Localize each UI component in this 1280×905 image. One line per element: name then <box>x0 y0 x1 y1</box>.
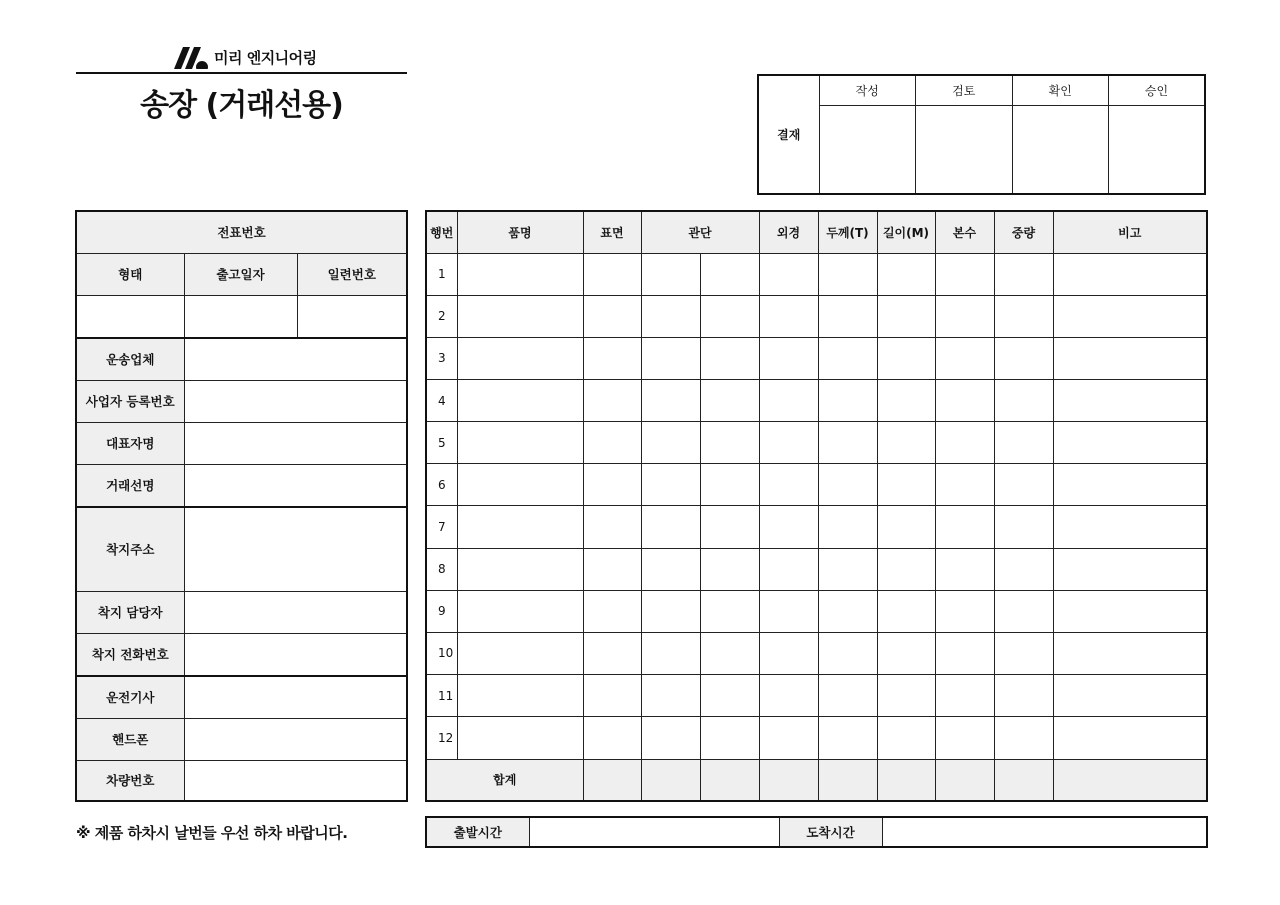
outer-diameter-cell[interactable] <box>759 506 818 548</box>
length-cell[interactable] <box>877 422 935 464</box>
row-number: 5 <box>426 422 457 464</box>
table-row <box>426 295 1207 337</box>
product-name-cell[interactable] <box>457 379 583 421</box>
row-number: 2 <box>426 295 457 337</box>
unloading-notice: ※ 제품 하차시 날번들 우선 하차 바랍니다. <box>76 824 348 842</box>
product-name-cell[interactable] <box>457 717 583 759</box>
client-name-field[interactable] <box>184 464 407 507</box>
count-cell[interactable] <box>935 632 994 674</box>
row-number: 12 <box>426 717 457 759</box>
tube-end-b-cell[interactable] <box>700 548 759 590</box>
destination-address-field[interactable] <box>184 507 407 591</box>
row-number: 4 <box>426 379 457 421</box>
approval-col-review: 검토 <box>916 75 1013 105</box>
approval-label: 결재 <box>758 75 819 194</box>
shipment-info-table <box>75 210 408 802</box>
total-cell[interactable] <box>700 759 759 801</box>
product-name-cell[interactable] <box>457 337 583 379</box>
weight-cell[interactable] <box>994 632 1053 674</box>
destination-phone-label: 착지 전화번호 <box>76 633 184 676</box>
weight-cell[interactable] <box>994 253 1053 295</box>
thickness-cell[interactable] <box>818 295 877 337</box>
length-cell[interactable] <box>877 379 935 421</box>
surface-cell[interactable] <box>583 379 641 421</box>
product-name-cell[interactable] <box>457 253 583 295</box>
tube-end-a-cell[interactable] <box>641 253 700 295</box>
table-row <box>426 506 1207 548</box>
tube-end-b-cell[interactable] <box>700 253 759 295</box>
table-row <box>426 422 1207 464</box>
total-cell[interactable] <box>877 759 935 801</box>
outer-diameter-cell[interactable] <box>759 422 818 464</box>
outer-diameter-cell[interactable] <box>759 675 818 717</box>
thickness-cell[interactable] <box>818 548 877 590</box>
weight-cell[interactable] <box>994 379 1053 421</box>
weight-cell[interactable] <box>994 590 1053 632</box>
col-count: 본수 <box>935 211 994 253</box>
surface-cell[interactable] <box>583 422 641 464</box>
company-logo <box>172 44 317 70</box>
surface-cell[interactable] <box>583 548 641 590</box>
outer-diameter-cell[interactable] <box>759 253 818 295</box>
product-name-cell[interactable] <box>457 295 583 337</box>
tube-end-b-cell[interactable] <box>700 379 759 421</box>
weight-cell[interactable] <box>994 717 1053 759</box>
carrier-label: 운송업체 <box>76 338 184 380</box>
table-row <box>426 548 1207 590</box>
count-cell[interactable] <box>935 464 994 506</box>
tube-end-a-cell[interactable] <box>641 337 700 379</box>
count-cell[interactable] <box>935 422 994 464</box>
length-cell[interactable] <box>877 253 935 295</box>
items-table <box>425 210 1208 802</box>
product-name-cell[interactable] <box>457 506 583 548</box>
weight-cell[interactable] <box>994 464 1053 506</box>
outer-diameter-cell[interactable] <box>759 717 818 759</box>
row-number: 10 <box>426 632 457 674</box>
thickness-cell[interactable] <box>818 337 877 379</box>
surface-cell[interactable] <box>583 295 641 337</box>
col-note: 비고 <box>1053 211 1207 253</box>
note-cell[interactable] <box>1053 717 1207 759</box>
destination-address-label: 착지주소 <box>76 507 184 591</box>
col-product-name: 품명 <box>457 211 583 253</box>
driver-label: 운전기사 <box>76 676 184 718</box>
business-number-field[interactable] <box>184 380 407 422</box>
length-cell[interactable] <box>877 506 935 548</box>
vehicle-number-label: 차량번호 <box>76 760 184 801</box>
col-thickness: 두께(T) <box>818 211 877 253</box>
tube-end-a-cell[interactable] <box>641 590 700 632</box>
total-cell[interactable] <box>641 759 700 801</box>
table-row <box>426 253 1207 295</box>
length-cell[interactable] <box>877 464 935 506</box>
surface-cell[interactable] <box>583 337 641 379</box>
count-cell[interactable] <box>935 717 994 759</box>
thickness-cell[interactable] <box>818 464 877 506</box>
ceo-name-field[interactable] <box>184 422 407 464</box>
surface-cell[interactable] <box>583 464 641 506</box>
approval-col-confirm: 확인 <box>1012 75 1109 105</box>
approval-col-write: 작성 <box>819 75 916 105</box>
thickness-cell[interactable] <box>818 632 877 674</box>
slip-number-header: 전표번호 <box>76 211 407 253</box>
col-surface: 표면 <box>583 211 641 253</box>
thickness-cell[interactable] <box>818 253 877 295</box>
surface-cell[interactable] <box>583 590 641 632</box>
length-cell[interactable] <box>877 590 935 632</box>
table-row <box>426 590 1207 632</box>
destination-phone-field[interactable] <box>184 633 407 676</box>
departure-time-label: 출발시간 <box>426 817 529 847</box>
client-name-label: 거래선명 <box>76 464 184 507</box>
row-number: 9 <box>426 590 457 632</box>
length-cell[interactable] <box>877 675 935 717</box>
table-row <box>426 675 1207 717</box>
note-cell[interactable] <box>1053 295 1207 337</box>
table-row <box>426 464 1207 506</box>
note-cell[interactable] <box>1053 337 1207 379</box>
surface-cell[interactable] <box>583 675 641 717</box>
ship-date-field[interactable] <box>184 295 297 338</box>
length-cell[interactable] <box>877 295 935 337</box>
row-number: 6 <box>426 464 457 506</box>
approval-sign-confirm[interactable] <box>1012 105 1109 194</box>
product-name-cell[interactable] <box>457 464 583 506</box>
tube-end-b-cell[interactable] <box>700 337 759 379</box>
title-divider <box>76 72 407 74</box>
count-cell[interactable] <box>935 337 994 379</box>
weight-cell[interactable] <box>994 422 1053 464</box>
serial-number-field[interactable] <box>297 295 407 338</box>
count-cell[interactable] <box>935 295 994 337</box>
thickness-cell[interactable] <box>818 590 877 632</box>
note-cell[interactable] <box>1053 548 1207 590</box>
note-cell[interactable] <box>1053 379 1207 421</box>
weight-cell[interactable] <box>994 506 1053 548</box>
table-row <box>426 379 1207 421</box>
total-cell[interactable] <box>759 759 818 801</box>
approval-sign-approve[interactable] <box>1109 105 1206 194</box>
arrival-time-field[interactable] <box>882 817 1207 847</box>
destination-contact-label: 착지 담당자 <box>76 591 184 633</box>
note-cell[interactable] <box>1053 253 1207 295</box>
product-name-cell[interactable] <box>457 548 583 590</box>
serial-number-header: 일련번호 <box>297 253 407 295</box>
total-cell[interactable] <box>935 759 994 801</box>
col-length: 길이(M) <box>877 211 935 253</box>
count-cell[interactable] <box>935 253 994 295</box>
mobile-field[interactable] <box>184 718 407 760</box>
total-cell[interactable] <box>583 759 641 801</box>
departure-time-field[interactable] <box>529 817 779 847</box>
surface-cell[interactable] <box>583 506 641 548</box>
weight-cell[interactable] <box>994 548 1053 590</box>
count-cell[interactable] <box>935 590 994 632</box>
row-number: 1 <box>426 253 457 295</box>
tube-end-a-cell[interactable] <box>641 548 700 590</box>
thickness-cell[interactable] <box>818 506 877 548</box>
business-number-label: 사업자 등록번호 <box>76 380 184 422</box>
approval-col-approve: 승인 <box>1109 75 1206 105</box>
surface-cell[interactable] <box>583 717 641 759</box>
thickness-cell[interactable] <box>818 717 877 759</box>
thickness-cell[interactable] <box>818 422 877 464</box>
outer-diameter-cell[interactable] <box>759 337 818 379</box>
row-number: 3 <box>426 337 457 379</box>
tube-end-a-cell[interactable] <box>641 464 700 506</box>
col-tube-end: 관단 <box>641 211 759 253</box>
product-name-cell[interactable] <box>457 590 583 632</box>
note-cell[interactable] <box>1053 590 1207 632</box>
tube-end-b-cell[interactable] <box>700 717 759 759</box>
total-cell[interactable] <box>994 759 1053 801</box>
tube-end-a-cell[interactable] <box>641 717 700 759</box>
tube-end-a-cell[interactable] <box>641 675 700 717</box>
product-name-cell[interactable] <box>457 675 583 717</box>
weight-cell[interactable] <box>994 675 1053 717</box>
tube-end-b-cell[interactable] <box>700 506 759 548</box>
outer-diameter-cell[interactable] <box>759 295 818 337</box>
surface-cell[interactable] <box>583 632 641 674</box>
approval-box <box>757 74 1206 195</box>
carrier-field[interactable] <box>184 338 407 380</box>
time-record-bar <box>425 816 1208 848</box>
count-cell[interactable] <box>935 548 994 590</box>
length-cell[interactable] <box>877 337 935 379</box>
length-cell[interactable] <box>877 717 935 759</box>
tube-end-a-cell[interactable] <box>641 422 700 464</box>
count-cell[interactable] <box>935 675 994 717</box>
note-cell[interactable] <box>1053 506 1207 548</box>
tube-end-a-cell[interactable] <box>641 295 700 337</box>
col-weight: 중량 <box>994 211 1053 253</box>
slip-type-field[interactable] <box>76 295 184 338</box>
ceo-name-label: 대표자명 <box>76 422 184 464</box>
mobile-label: 핸드폰 <box>76 718 184 760</box>
total-label: 합계 <box>426 759 583 801</box>
slip-type-header: 형태 <box>76 253 184 295</box>
count-cell[interactable] <box>935 506 994 548</box>
ship-date-header: 출고일자 <box>184 253 297 295</box>
tube-end-a-cell[interactable] <box>641 632 700 674</box>
outer-diameter-cell[interactable] <box>759 464 818 506</box>
tube-end-b-cell[interactable] <box>700 422 759 464</box>
thickness-cell[interactable] <box>818 379 877 421</box>
outer-diameter-cell[interactable] <box>759 379 818 421</box>
total-cell[interactable] <box>1053 759 1207 801</box>
outer-diameter-cell[interactable] <box>759 548 818 590</box>
row-number: 7 <box>426 506 457 548</box>
length-cell[interactable] <box>877 548 935 590</box>
total-cell[interactable] <box>818 759 877 801</box>
tube-end-b-cell[interactable] <box>700 464 759 506</box>
weight-cell[interactable] <box>994 337 1053 379</box>
company-name: 미리 엔지니어링 <box>214 48 317 67</box>
note-cell[interactable] <box>1053 675 1207 717</box>
approval-sign-write[interactable] <box>819 105 916 194</box>
weight-cell[interactable] <box>994 295 1053 337</box>
note-cell[interactable] <box>1053 632 1207 674</box>
thickness-cell[interactable] <box>818 675 877 717</box>
arrival-time-label: 도착시간 <box>779 817 882 847</box>
tube-end-a-cell[interactable] <box>641 379 700 421</box>
product-name-cell[interactable] <box>457 632 583 674</box>
note-cell[interactable] <box>1053 422 1207 464</box>
table-row <box>426 717 1207 759</box>
row-number: 8 <box>426 548 457 590</box>
count-cell[interactable] <box>935 379 994 421</box>
row-number: 11 <box>426 675 457 717</box>
destination-contact-field[interactable] <box>184 591 407 633</box>
document-title: 송장 (거래선용) <box>140 88 343 123</box>
tube-end-b-cell[interactable] <box>700 590 759 632</box>
length-cell[interactable] <box>877 632 935 674</box>
col-outer-diameter: 외경 <box>759 211 818 253</box>
col-row-number: 행번 <box>426 211 457 253</box>
table-row <box>426 632 1207 674</box>
tube-end-b-cell[interactable] <box>700 632 759 674</box>
outer-diameter-cell[interactable] <box>759 590 818 632</box>
outer-diameter-cell[interactable] <box>759 632 818 674</box>
vehicle-number-field[interactable] <box>184 760 407 801</box>
tube-end-b-cell[interactable] <box>700 675 759 717</box>
approval-sign-review[interactable] <box>916 105 1013 194</box>
tube-end-a-cell[interactable] <box>641 506 700 548</box>
tube-end-b-cell[interactable] <box>700 295 759 337</box>
note-cell[interactable] <box>1053 464 1207 506</box>
company-logo-icon <box>172 45 210 69</box>
product-name-cell[interactable] <box>457 422 583 464</box>
driver-field[interactable] <box>184 676 407 718</box>
table-row <box>426 337 1207 379</box>
surface-cell[interactable] <box>583 253 641 295</box>
